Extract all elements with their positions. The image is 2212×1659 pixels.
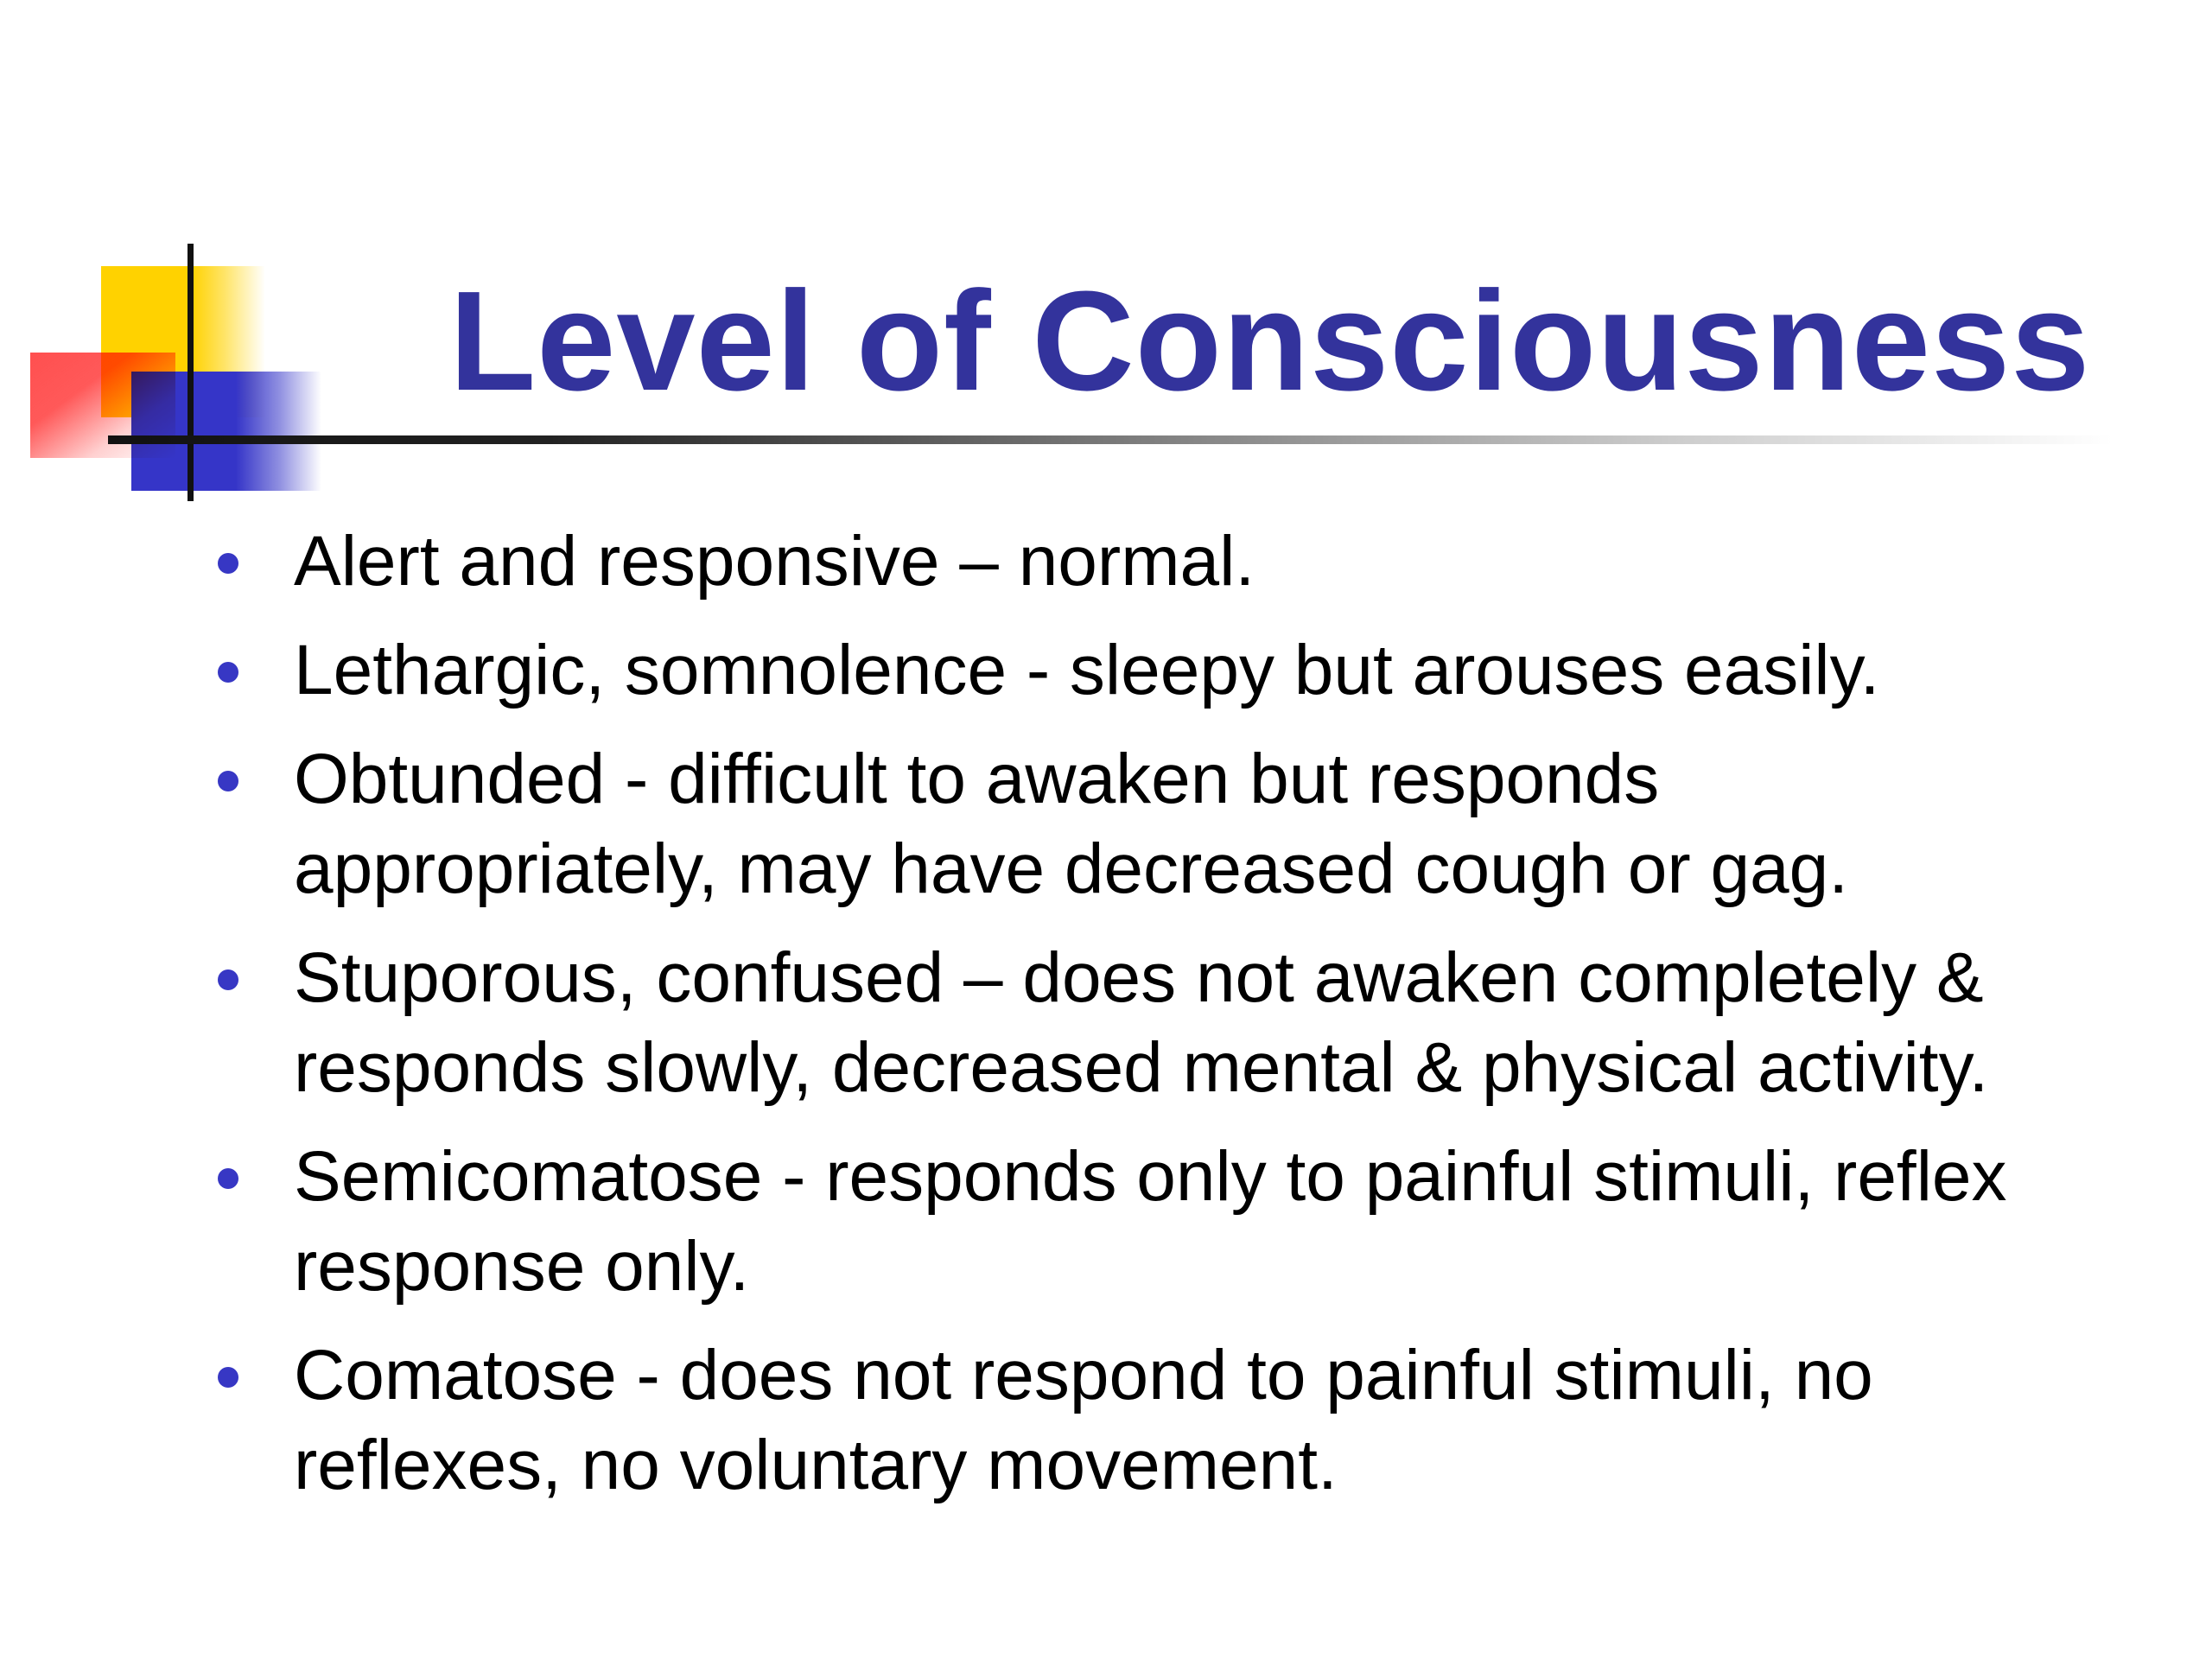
bullet-dot-icon xyxy=(218,771,238,791)
slide-title: Level of Consciousness xyxy=(449,262,2091,420)
bullet-text-line: Lethargic, somnolence - sleepy but arouses easily. xyxy=(294,631,1880,709)
title-underline-rule xyxy=(108,435,2113,444)
list-item xyxy=(212,626,2113,715)
bullet-dot-icon xyxy=(218,1168,238,1189)
vertical-rule-line xyxy=(188,244,194,501)
list-item xyxy=(212,517,2113,607)
bullet-text-line: appropriately, may have decreased cough or gag. xyxy=(294,830,1849,908)
bullet-text-line: responds slowly, decreased mental & physical activity. xyxy=(294,1028,1989,1107)
list-item xyxy=(212,1132,2113,1312)
bullet-text-line: response only. xyxy=(294,1227,750,1306)
bullet-dot-icon xyxy=(218,1367,238,1388)
list-item xyxy=(212,734,2113,914)
bullet-dot-icon xyxy=(218,662,238,683)
bullet-dot-icon xyxy=(218,553,238,574)
bullet-text-line: Semicomatose - responds only to painful stimuli, reflex xyxy=(294,1137,2007,1216)
bullet-dot-icon xyxy=(218,969,238,990)
bullet-text-line: Alert and responsive – normal. xyxy=(294,522,1255,601)
bullet-text-line: Obtunded - difficult to awaken but responds xyxy=(294,740,1660,818)
bullet-text-line: reflexes, no voluntary movement. xyxy=(294,1426,1338,1504)
bullet-text-line: Comatose - does not respond to painful stimuli, no xyxy=(294,1336,1873,1414)
bullet-list xyxy=(212,517,2113,1529)
list-item xyxy=(212,933,2113,1113)
list-item xyxy=(212,1331,2113,1510)
bullet-text-line: Stuporous, confused – does not awaken completely & xyxy=(294,938,1984,1017)
